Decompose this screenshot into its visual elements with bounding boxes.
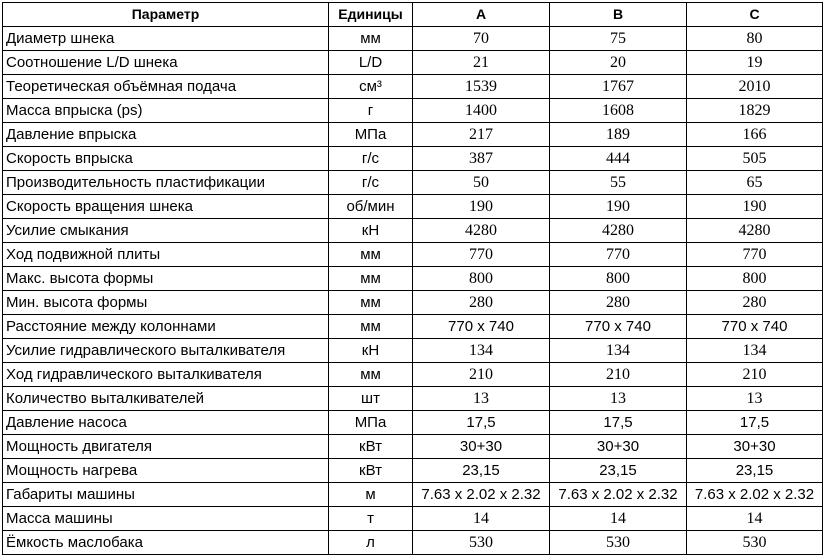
unit-cell: об/мин	[329, 195, 413, 219]
unit-cell: МПа	[329, 123, 413, 147]
spec-table	[2, 2, 823, 555]
unit-cell: л	[329, 531, 413, 555]
value-b-cell: 280	[550, 291, 687, 315]
value-a-cell: 21	[413, 51, 550, 75]
param-cell: Масса машины	[3, 507, 329, 531]
table-row	[3, 339, 823, 363]
value-a-cell: 1539	[413, 75, 550, 99]
param-cell: Усилие гидравлического выталкивателя	[3, 339, 329, 363]
param-cell: Масса впрыска (ps)	[3, 99, 329, 123]
unit-cell: г/с	[329, 147, 413, 171]
table-row	[3, 483, 823, 507]
value-c-cell: 80	[687, 27, 823, 51]
value-b-cell: 14	[550, 507, 687, 531]
value-b-cell: 23,15	[550, 459, 687, 483]
value-c-cell: 134	[687, 339, 823, 363]
value-c-cell: 19	[687, 51, 823, 75]
param-cell: Количество выталкивателей	[3, 387, 329, 411]
param-cell: Скорость впрыска	[3, 147, 329, 171]
value-c-cell: 1829	[687, 99, 823, 123]
param-cell: Соотношение L/D шнека	[3, 51, 329, 75]
value-a-cell: 4280	[413, 219, 550, 243]
value-a-cell: 210	[413, 363, 550, 387]
unit-cell: МПа	[329, 411, 413, 435]
value-b-cell: 770	[550, 243, 687, 267]
header-unit: Единицы	[329, 3, 413, 27]
table-row	[3, 123, 823, 147]
table-row	[3, 315, 823, 339]
value-a-cell: 770 x 740	[413, 315, 550, 339]
value-b-cell: 13	[550, 387, 687, 411]
value-a-cell: 7.63 x 2.02 x 2.32	[413, 483, 550, 507]
value-c-cell: 505	[687, 147, 823, 171]
value-c-cell: 770 x 740	[687, 315, 823, 339]
header-param: Параметр	[3, 3, 329, 27]
value-b-cell: 1767	[550, 75, 687, 99]
value-b-cell: 30+30	[550, 435, 687, 459]
unit-cell: кН	[329, 219, 413, 243]
param-cell: Скорость вращения шнека	[3, 195, 329, 219]
value-c-cell: 280	[687, 291, 823, 315]
table-row	[3, 507, 823, 531]
table-row	[3, 75, 823, 99]
value-b-cell: 800	[550, 267, 687, 291]
value-a-cell: 387	[413, 147, 550, 171]
unit-cell: мм	[329, 363, 413, 387]
table-row	[3, 387, 823, 411]
value-a-cell: 190	[413, 195, 550, 219]
value-c-cell: 770	[687, 243, 823, 267]
value-a-cell: 134	[413, 339, 550, 363]
unit-cell: м	[329, 483, 413, 507]
table-row	[3, 267, 823, 291]
table-row	[3, 171, 823, 195]
unit-cell: мм	[329, 267, 413, 291]
value-a-cell: 280	[413, 291, 550, 315]
value-b-cell: 189	[550, 123, 687, 147]
value-a-cell: 13	[413, 387, 550, 411]
value-b-cell: 210	[550, 363, 687, 387]
value-c-cell: 530	[687, 531, 823, 555]
unit-cell: мм	[329, 291, 413, 315]
param-cell: Ход гидравлического выталкивателя	[3, 363, 329, 387]
param-cell: Габариты машины	[3, 483, 329, 507]
value-b-cell: 20	[550, 51, 687, 75]
unit-cell: г/с	[329, 171, 413, 195]
value-a-cell: 17,5	[413, 411, 550, 435]
table-row	[3, 27, 823, 51]
value-b-cell: 17,5	[550, 411, 687, 435]
table-row	[3, 195, 823, 219]
param-cell: Усилие смыкания	[3, 219, 329, 243]
unit-cell: т	[329, 507, 413, 531]
unit-cell: шт	[329, 387, 413, 411]
unit-cell: см³	[329, 75, 413, 99]
unit-cell: кВт	[329, 459, 413, 483]
value-c-cell: 2010	[687, 75, 823, 99]
table-row	[3, 459, 823, 483]
value-c-cell: 17,5	[687, 411, 823, 435]
table-row	[3, 243, 823, 267]
table-row	[3, 219, 823, 243]
param-cell: Ход подвижной плиты	[3, 243, 329, 267]
value-a-cell: 770	[413, 243, 550, 267]
unit-cell: мм	[329, 243, 413, 267]
param-cell: Давление впрыска	[3, 123, 329, 147]
unit-cell: кН	[329, 339, 413, 363]
param-cell: Теоретическая объёмная подача	[3, 75, 329, 99]
param-cell: Производительность пластификации	[3, 171, 329, 195]
value-c-cell: 800	[687, 267, 823, 291]
header-a: A	[413, 3, 550, 27]
table-row	[3, 99, 823, 123]
table-row	[3, 291, 823, 315]
value-b-cell: 190	[550, 195, 687, 219]
header-c: C	[687, 3, 823, 27]
header-row	[3, 3, 823, 27]
unit-cell: мм	[329, 27, 413, 51]
unit-cell: г	[329, 99, 413, 123]
table-row	[3, 411, 823, 435]
table-body	[3, 27, 823, 555]
param-cell: Мощность двигателя	[3, 435, 329, 459]
value-a-cell: 70	[413, 27, 550, 51]
unit-cell: L/D	[329, 51, 413, 75]
value-a-cell: 800	[413, 267, 550, 291]
unit-cell: мм	[329, 315, 413, 339]
value-b-cell: 530	[550, 531, 687, 555]
table-row	[3, 363, 823, 387]
param-cell: Расстояние между колоннами	[3, 315, 329, 339]
value-c-cell: 14	[687, 507, 823, 531]
value-c-cell: 210	[687, 363, 823, 387]
value-a-cell: 50	[413, 171, 550, 195]
value-a-cell: 530	[413, 531, 550, 555]
value-b-cell: 55	[550, 171, 687, 195]
unit-cell: кВт	[329, 435, 413, 459]
value-c-cell: 4280	[687, 219, 823, 243]
value-b-cell: 7.63 x 2.02 x 2.32	[550, 483, 687, 507]
table-row	[3, 531, 823, 555]
value-c-cell: 30+30	[687, 435, 823, 459]
param-cell: Ёмкость маслобака	[3, 531, 329, 555]
param-cell: Диаметр шнека	[3, 27, 329, 51]
value-a-cell: 14	[413, 507, 550, 531]
value-b-cell: 444	[550, 147, 687, 171]
value-b-cell: 1608	[550, 99, 687, 123]
table-row	[3, 51, 823, 75]
param-cell: Мощность нагрева	[3, 459, 329, 483]
table-row	[3, 147, 823, 171]
value-c-cell: 7.63 x 2.02 x 2.32	[687, 483, 823, 507]
value-a-cell: 1400	[413, 99, 550, 123]
value-b-cell: 4280	[550, 219, 687, 243]
value-c-cell: 190	[687, 195, 823, 219]
value-a-cell: 23,15	[413, 459, 550, 483]
value-c-cell: 65	[687, 171, 823, 195]
param-cell: Макс. высота формы	[3, 267, 329, 291]
value-a-cell: 30+30	[413, 435, 550, 459]
param-cell: Давление насоса	[3, 411, 329, 435]
header-b: B	[550, 3, 687, 27]
value-c-cell: 23,15	[687, 459, 823, 483]
table-row	[3, 435, 823, 459]
value-b-cell: 134	[550, 339, 687, 363]
value-c-cell: 166	[687, 123, 823, 147]
param-cell: Мин. высота формы	[3, 291, 329, 315]
value-c-cell: 13	[687, 387, 823, 411]
value-a-cell: 217	[413, 123, 550, 147]
value-b-cell: 75	[550, 27, 687, 51]
value-b-cell: 770 x 740	[550, 315, 687, 339]
